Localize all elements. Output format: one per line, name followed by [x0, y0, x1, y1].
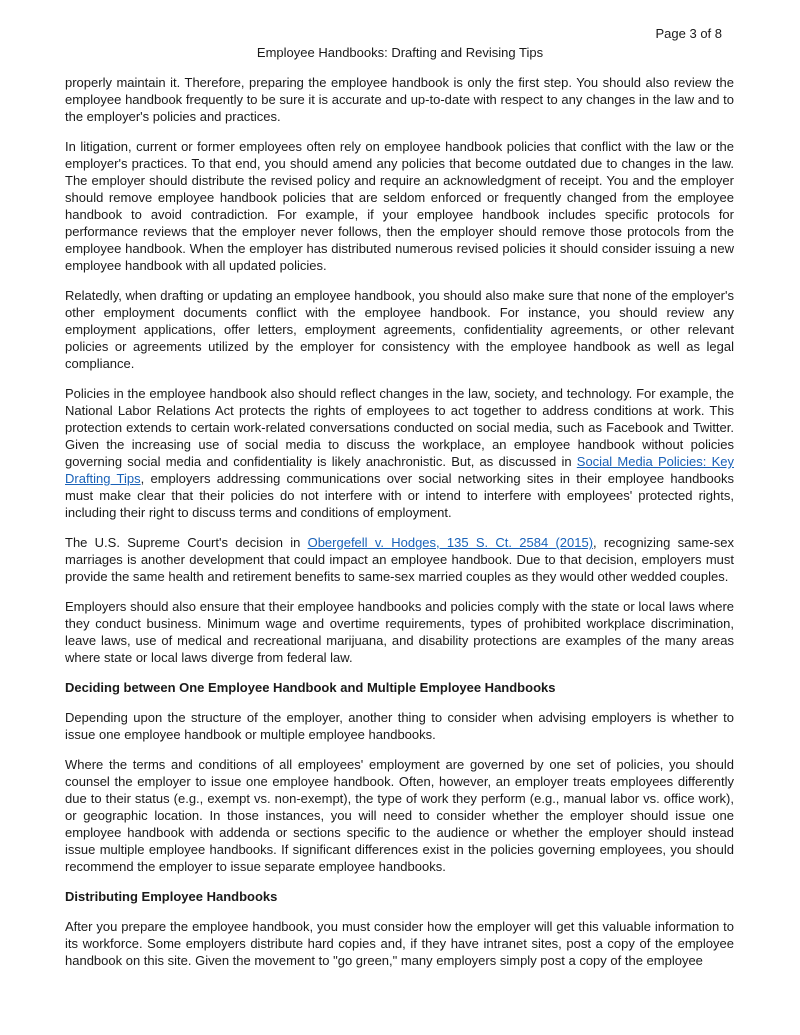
paragraph: After you prepare the employee handbook, you must consider how the employer will get this valuable information to its workforce. Some employers distribute hard copies and, if they have intranet sites, post a copy of the employee handbook on this site. Given the movement to "go green," many employers simply post a copy of the employee [65, 919, 734, 968]
paragraph-with-link [65, 385, 734, 521]
paragraph: Relatedly, when drafting or updating an employee handbook, you should also make sure that none of the employer's other employment documents conflict with the employee handbook. For instance, you should review any employment applications, offer letters, employment agreements, confidentiality agreements, or other relevant policies or agreements utilized by the employer for consistency with the employee handbook as well as legal compliance. [65, 288, 734, 371]
paragraph: In litigation, current or former employees often rely on employee handbook policies that conflict with the law or the employer's practices. To that end, you should amend any policies that become outdated due to changes in the law. The employer should distribute the revised policy and require an acknowledgment of receipt. You and the employer should remove employee handbook policies that are seldom enforced or frequently changed from the employee handbook to avoid contradiction. For example, if your employee handbook includes specific protocols for performance reviews that the employer never follows, then the employer should remove those protocols from the employee handbook. When the employer has distributed numerous revised policies it should consider issuing a new employee handbook with all updated policies. [65, 139, 734, 273]
section-heading: Deciding between One Employee Handbook and Multiple Employee Handbooks [65, 680, 556, 695]
paragraph-with-link [65, 534, 734, 585]
social-media-policies-link[interactable]: Social Media Policies: Key Drafting Tips [65, 454, 734, 486]
page-number: Page 3 of 8 [655, 26, 722, 41]
paragraph-text: , recognizing same-sex marriages is another development that could impact an employee handbook. Due to that decision, employers must provide the same health and retirement benefits to same-sex married couples as they would other wedded couples. [65, 535, 734, 584]
paragraph-text: , employers addressing communications over social networking sites in their employee handbooks must make clear that their policies do not interfere with or intend to interfere with employees' protected rights, including their right to discuss terms and conditions of employment. [65, 471, 734, 520]
document-body [65, 74, 734, 982]
running-title: Employee Handbooks: Drafting and Revising Tips [256, 45, 544, 60]
paragraph-text: Policies in the employee handbook also should reflect changes in the law, society, and technology. For example, the National Labor Relations Act protects the rights of employees to act together to address conditions at work. This protection extends to certain work-related conversations conducted on social media, such as Facebook and Twitter. Given the increasing use of social media to discuss the workplace, an employee handbook without policies governing social media and confidentiality is likely anachronistic. But, as discussed in [65, 386, 734, 469]
paragraph: Employers should also ensure that their employee handbooks and policies comply with the state or local laws where they conduct business. Minimum wage and overtime requirements, types of prohibited workplace discrimination, leave laws, use of medical and recreational marijuana, and disability protections are examples of the many areas where state or local laws diverge from federal law. [65, 599, 734, 665]
paragraph: properly maintain it. Therefore, preparing the employee handbook is only the first step. You should also review the employee handbook frequently to be sure it is accurate and up-to-date with respect to any changes in the law and to the employer's policies and practices. [65, 75, 734, 124]
paragraph-text: The U.S. Supreme Court's decision in [65, 535, 308, 550]
obergefell-case-link[interactable]: Obergefell v. Hodges, 135 S. Ct. 2584 (2015) [307, 535, 594, 550]
paragraph: Where the terms and conditions of all employees' employment are governed by one set of policies, you should counsel the employer to issue one employee handbook. Often, however, an employer treats employees differently due to their status (e.g., exempt vs. non-exempt), the type of work they perform (e.g., manual labor vs. office work), or geographic location. In those instances, you will need to consider whether the employer should issue one employee handbook with addenda or sections specific to the audience or whether the employer should instead issue multiple employee handbooks. If significant differences exist in the policies governing employees, you should recommend the employer to issue separate employee handbooks. [65, 757, 734, 874]
paragraph: Depending upon the structure of the employer, another thing to consider when advising employers is whether to issue one employee handbook or multiple employee handbooks. [65, 710, 734, 742]
section-heading: Distributing Employee Handbooks [65, 889, 278, 904]
